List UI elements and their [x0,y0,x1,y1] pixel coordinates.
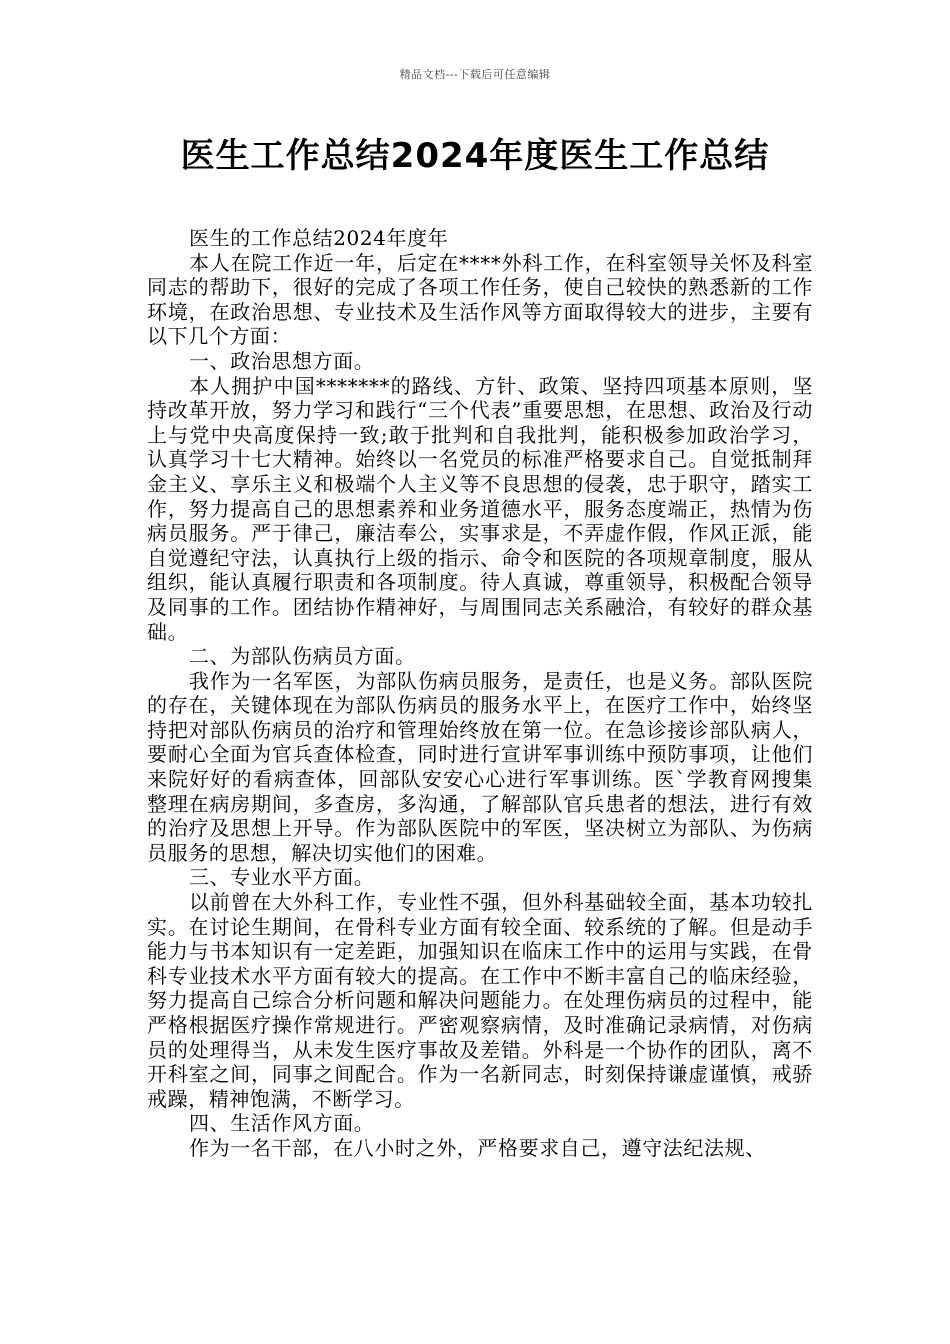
section-heading: 四、生活作风方面。 [189,1111,375,1136]
header-note: 精品文档---下载后可任意编辑 [399,68,551,81]
section-heading: 一、政治思想方面。 [189,348,375,373]
body-paragraph: 医生的工作总结2024年度年 [189,226,449,250]
body-paragraph: 本人在院工作近一年，后定在****外科工作，在科室领导关怀及科室同志的帮助下，很好的完成了各项工作任务，使自己较快的熟悉新的工作环境，在政治思想、专业技术及生活作风等方面取得较大的进步，主要有以下几个方面： [147,250,813,349]
section-heading: 三、专业水平方面。 [189,865,375,890]
document-title: 医生工作总结2024年度医生工作总结 [180,136,770,176]
body-paragraph: 作为一名干部，在八小时之外，严格要求自己，遵守法纪法规、 [189,1135,766,1160]
body-paragraph: 以前曾在大外科工作，专业性不强，但外科基础较全面，基本功较扎实。在讨论生期间，在骨科专业方面有较全面、较系统的了解。但是动手能力与书本知识有一定差距，加强知识在临床工作中的运用与实践，在骨科专业技术水平方面有较大的提高。在工作中不断丰富自己的临床经验，努力提高自己综合分析问题和解决问题能力。在处理伤病员的过程中，能严格根据医疗操作常规进行。严密观察病情，及时准确记录病情，对伤病员的处理得当，从未发生医疗事故及差错。外科是一个协作的团队，离不开科室之间，同事之间配合。作为一名新同志，时刻保持谦虚谨慎，戒骄戒躁，精神饱满，不断学习。 [147,890,813,1111]
document-body [147,226,813,1161]
body-paragraph: 我作为一名军医，为部队伤病员服务，是责任，也是义务。部队医院的存在，关键体现在为部队伤病员的服务水平上，在医疗工作中，始终坚持把对部队伤病员的治疗和管理始终放在第一位。在急诊接诊部队病人，要耐心全面为官兵查体检查，同时进行宣讲军事训练中预防事项，让他们来院好好的看病查体，回部队安安心心进行军事训练。医`学教育网搜集整理在病房期间，多查房，多沟通，了解部队官兵患者的想法，进行有效的治疗及思想上开导。作为部队医院中的军医，坚决树立为部队、为伤病员服务的思想，解决切实他们的困难。 [147,668,813,865]
body-paragraph: 本人拥护中国*******的路线、方针、政策、坚持四项基本原则，坚持改革开放，努力学习和践行“三个代表”重要思想，在思想、政治及行动上与党中央高度保持一致;敢于批判和自我批判，能积极参加政治学习，认真学习十七大精神。始终以一名党员的标准严格要求自己。自觉抵制拜金主义、享乐主义和极端个人主义等不良思想的侵袭，忠于职守，踏实工作，努力提高自己的思想素养和业务道德水平，服务态度端正，热情为伤病员服务。严于律己，廉洁奉公，实事求是，不弄虚作假，作风正派，能自觉遵纪守法，认真执行上级的指示、命令和医院的各项规章制度，服从组织，能认真履行职责和各项制度。待人真诚，尊重领导，积极配合领导及同事的工作。团结协作精神好，与周围同志关系融洽，有较好的群众基础。 [147,373,813,644]
section-heading: 二、为部队伤病员方面。 [189,644,416,669]
